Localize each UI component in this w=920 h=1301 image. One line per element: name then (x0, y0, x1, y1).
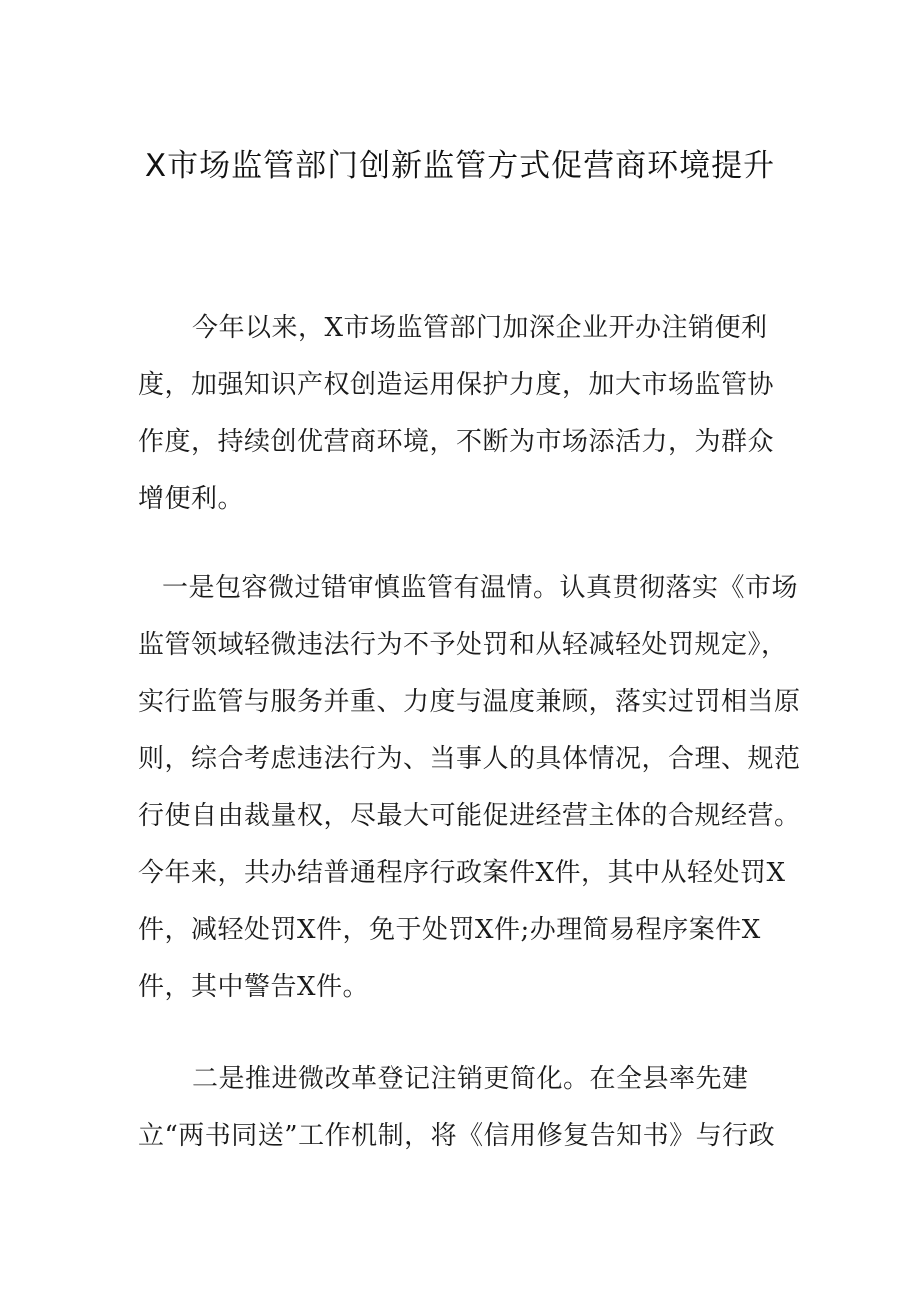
document-title: X市场监管部门创新监管方式促营商环境提升 (144, 148, 776, 184)
paragraph-3-line-1: 二是推进微改革登记注销更简化。在全县率先建 (192, 1064, 749, 1094)
paragraph-2-line-8: 件，其中警告X件。 (138, 972, 370, 1002)
paragraph-1-line-1: 今年以来，X市场监管部门加深企业开办注销便利 (192, 313, 768, 343)
paragraph-3-line-2: 立“两书同送”工作机制，将《信用修复告知书》与行政 (138, 1121, 776, 1151)
paragraph-2-line-1: 一是包容微过错审慎监管有温情。认真贯彻落实《市场 (162, 573, 799, 603)
paragraph-2-line-7: 件，减轻处罚X件，免于处罚X件;办理简易程序案件X (138, 915, 761, 945)
paragraph-2-line-2: 监管领域轻微违法行为不予处罚和从轻减轻处罚规定》， (138, 630, 788, 660)
paragraph-2-line-3: 实行监管与服务并重、力度与温度兼顾，落实过罚相当原 (138, 687, 801, 717)
paragraph-2-line-4: 则，综合考虑违法行为、当事人的具体情况，合理、规范 (138, 744, 801, 774)
paragraph-1-line-3: 作度，持续创优营商环境，不断为市场添活力，为群众 (138, 427, 775, 457)
paragraph-2-line-5: 行使自由裁量权，尽最大可能促进经营主体的合规经营。 (138, 801, 801, 831)
paragraph-1-line-4: 增便利。 (138, 484, 245, 514)
paragraph-1-line-2: 度，加强知识产权创造运用保护力度，加大市场监管协 (138, 370, 775, 400)
paragraph-2-line-6: 今年来，共办结普通程序行政案件X件，其中从轻处罚X (138, 858, 786, 888)
